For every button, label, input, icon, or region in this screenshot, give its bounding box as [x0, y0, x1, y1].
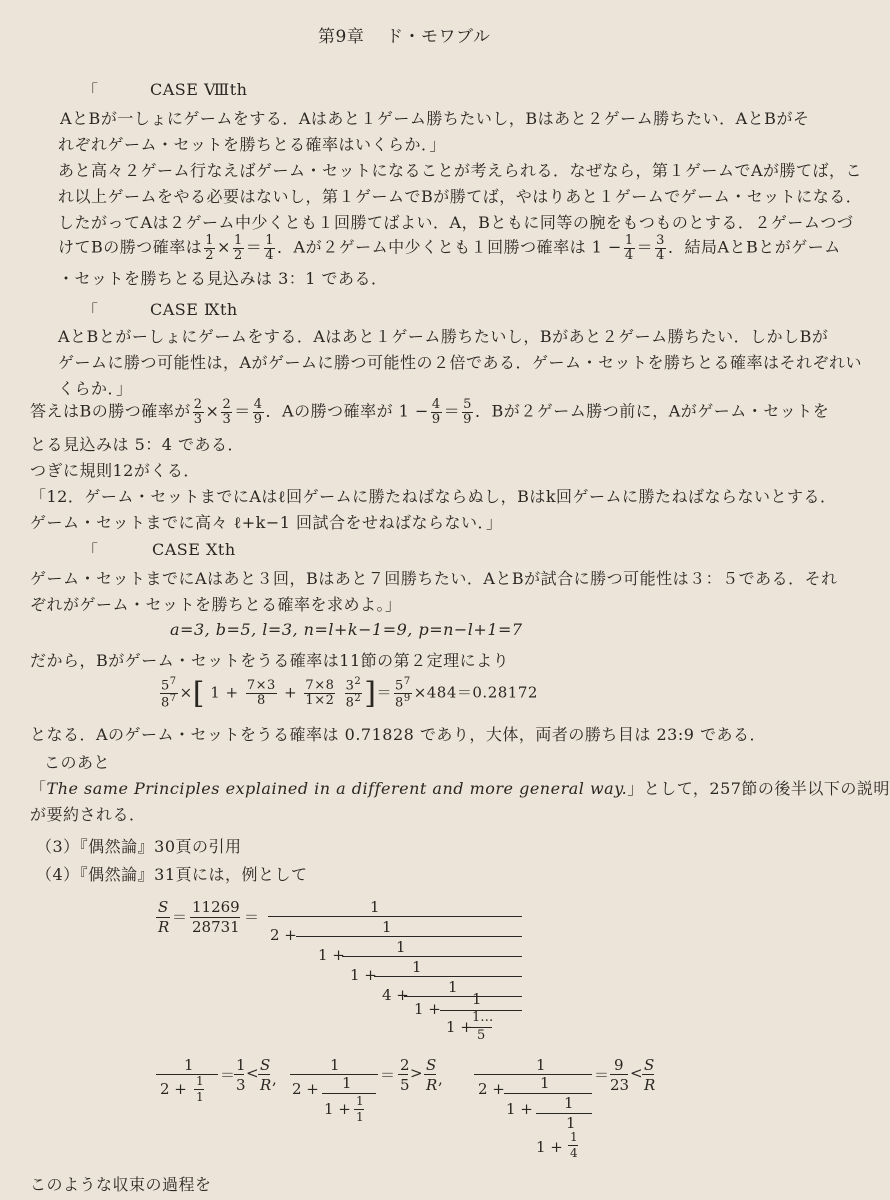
case8-text-c: ．結局AとBとがゲーム	[667, 237, 841, 257]
case8-line: AとBが一しょにゲームをする．Aはあと１ゲーム勝ちたいし，Bはあと２ゲーム勝ちたい．AとBがそ	[60, 109, 810, 128]
case10-line: だから，Bがゲーム・セットをうる確率は11節の第２定理により	[30, 651, 510, 670]
document-page: 第9章 ド・モワブル 「 CASE Ⅷth AとBが一しょにゲームをする．Aはあと１ゲーム勝ちたいし，Bはあと２ゲーム勝ちたい．AとBがそ れぞれゲーム・セットを勝ちとる確率はいくらか．」 あと高々２ゲーム行なえばゲーム・セットになることが考えられる．なぜなら，第１ゲームでAが勝てば，こ れ以上ゲームをやる必要はないし，第１ゲームでBが勝てば，やはりあと１ゲームでゲーム・セットになる． したがってAは２ゲーム中少くとも１回勝てばよい．A，Bともに同等の腕をもつものとする．２ゲームつづ けてBの勝つ確率は $\frac{1}{2}$ × $\frac{1}{2}$ ＝ $\frac{1}{4}$ ．Aが２ゲーム中少くとも１回勝つ確率は 1 − $\frac{1}{4}$ ＝ $\frac{3}{4}$ ．結局AとBとがゲーム ・セットを勝ちとる見込みは 3：1 である． 「 CASE Ⅸth AとBとがーしょにゲームをする．Aはあと１ゲーム勝ちたいし，Bがあと２ゲーム勝ちたい．しかしBが ゲームに勝つ可能性は，Aがゲームに勝つ可能性の２倍である．ゲーム・セットを勝ちとる確率はそれぞれい くらか．」 答えはBの勝つ確率が $\frac{2}{3}$ × $\frac{2}{3}$ ＝ $\frac{4}{9}$ ．Aの勝つ確率が 1 − $\frac{4}{9}$ ＝ $\frac{5}{9}$ ．Bが２ゲーム勝つ前に，Aがゲーム・セットを とる見込みは 5：4 である． つぎに規則12がくる． 「12．ゲーム・セットまでにAはℓ回ゲームに勝たねばならぬし，Bはk回ゲームに勝たねばならないとする． ゲーム・セットまでに高々 ℓ+k−1 回試合をせねばならない．」 「 CASE Ⅹth ゲーム・セットまでにAはあと３回，Bはあと７回勝ちたい．AとBが試合に勝つ可能性は３：５である．それ ぞれがゲーム・セットを勝ちとる確率を求めよ。」 a=3, b=5, l=3, n=l+k−1=9, p=n−l+1=7 だから，Bがゲーム・セットをうる確率は11節の第２定理により $\frac{5^7}{8^7}$ ×[ 1 + $\frac{7\times 3}{8}$ + $\frac{7\times 8}{1\times 2}$ $\frac{3^2}{8^2}$ ]＝ $\frac{5^7}{8^9}$ ×484＝0.28172 となる．Aのゲーム・セットをうる確率は 0.71828 であり，大体，両者の勝ち目は 23:9 である． このあと 「The same Principles explained in a different and more general way.」として，257節の後半以下の説明 が要約される． （3）『偶然論』30頁の引用 （4）『偶然論』31頁には，例として S R ＝ 11269 28731 ＝ 1 2 + 1 1 + 1 1 + 1 4 + 1 1 + 1 1 + 1… 5 1 2 + 1 1 ＝ 1 3 < S R , 1 2 + 1 1 + 1 1 ＝ 2 5 > S R , 1 2 + 1 1 + 1 1 1 + 1 4 ＝ 9 23 < S R このような収束の過程を	[0, 0, 772, 1200]
rule12-line: ゲーム・セットまでに高々 ℓ+k−1 回試合をせねばならない．」	[30, 513, 503, 532]
case8-line: れ以上ゲームをやる必要はないし，第１ゲームでBが勝てば，やはりあと１ゲームでゲーム・セットになる．	[58, 187, 863, 206]
case8-text-a: けてBの勝つ確率は	[58, 237, 203, 257]
case9-line: つぎに規則12がくる．	[30, 461, 200, 480]
case8-open-bracket: 「	[82, 81, 99, 100]
rule12-line: 「12．ゲーム・セットまでにAはℓ回ゲームに勝たねばならぬし，Bはk回ゲームに勝たねばならないとする．	[30, 487, 837, 506]
case8-line: あと高々２ゲーム行なえばゲーム・セットになることが考えられる．なぜなら，第１ゲームでAが勝てば，こ	[58, 161, 863, 180]
case9-label: CASE Ⅸth	[150, 300, 238, 319]
case10-line: ぞれがゲーム・セットを勝ちとる確率を求めよ。」	[30, 595, 402, 614]
case9-open-bracket: 「	[82, 301, 99, 320]
case8-line: れぞれゲーム・セットを勝ちとる確率はいくらか．」	[58, 135, 447, 154]
chapter-title: ド・モワブル	[386, 27, 491, 47]
footer-line: このような収束の過程を	[30, 1175, 212, 1194]
case9-line: AとBとがーしょにゲームをする．Aはあと１ゲーム勝ちたいし，Bがあと２ゲーム勝ちたい．しかしBが	[58, 327, 829, 346]
note-4: （4）『偶然論』31頁には，例として	[36, 865, 308, 884]
case10-line: ゲーム・セットまでにAはあと３回，Bはあと７回勝ちたい．AとBが試合に勝つ可能性は３：５である．それ	[30, 569, 838, 588]
case8-line: ・セットを勝ちとる見込みは 3：1 である．	[58, 269, 388, 288]
chapter-number: 第9章	[318, 27, 365, 47]
note-3: （3）『偶然論』30頁の引用	[36, 837, 242, 856]
case9-text-a: 答えはBの勝つ確率が	[30, 401, 191, 421]
case9-answer-line: 答えはBの勝つ確率が $\frac{2}{3}$ × $\frac{2}{3}$ ＝ $\frac{4}{9}$ ．Aの勝つ確率が 1 − $\frac{4}{9}$ ＝ $\frac{5}{9}$ ．Bが２ゲーム勝つ前に，Aがゲーム・セットを	[30, 397, 830, 427]
cf-r: R	[158, 918, 170, 936]
quote-line: が要約される．	[30, 805, 146, 824]
case9-text-c: ．Bが２ゲーム勝つ前に，Aがゲーム・セットを	[474, 401, 830, 421]
case10-line: となる．Aのゲーム・セットをうる確率は 0.71828 であり，大体，両者の勝ち目は 23:9 である．	[30, 725, 766, 744]
quote-open: 「	[30, 779, 47, 798]
cf-denominator: 28731	[192, 918, 240, 936]
case10-params: a=3, b=5, l=3, n=l+k−1=9, p=n−l+1=7	[170, 620, 523, 639]
formula-result: ×484＝0.28172	[413, 683, 538, 702]
case9-line: とる見込みは 5：4 である．	[30, 435, 245, 454]
case8-label: CASE Ⅷth	[150, 80, 248, 99]
case8-line-probabilities: けてBの勝つ確率は $\frac{1}{2}$ × $\frac{1}{2}$ ＝ $\frac{1}{4}$ ．Aが２ゲーム中少くとも１回勝つ確率は 1 − $\frac{1}{4}$ ＝ $\frac{3}{4}$ ．結局AとBとがゲーム	[58, 233, 841, 263]
case8-line: したがってAは２ゲーム中少くとも１回勝てばよい．A，Bともに同等の腕をもつものとする．２ゲームつづ	[58, 213, 854, 232]
case10-open-bracket: 「	[82, 541, 99, 560]
case9-text-b: ．Aの勝つ確率が	[265, 401, 394, 421]
case9-line: くらか．」	[58, 379, 133, 398]
case10-label: CASE Ⅹth	[152, 540, 236, 559]
case8-text-b: ．Aが２ゲーム中少くとも１回勝つ確率は	[277, 237, 587, 257]
cf-s: S	[158, 898, 169, 916]
formula-binomial: $\frac{5^7}{8^7}$ ×[ 1 + $\frac{7\times 3}{8}$ + $\frac{7\times 8}{1\times 2}$ $\frac{3^2}{8^2}$ ]＝ $\frac{5^7}{8^9}$ ×484＝0.28172	[161, 676, 538, 711]
case9-line: ゲームに勝つ可能性は，Aがゲームに勝つ可能性の２倍である．ゲーム・セットを勝ちとる確率はそれぞれい	[58, 353, 863, 372]
quote-english: The same Principles explained in a different and more general way.	[46, 779, 628, 798]
quote-rest: 」として，257節の後半以下の説明	[627, 779, 890, 798]
cf-numerator: 11269	[192, 898, 240, 916]
quote-line	[30, 776, 890, 799]
case10-line: このあと	[44, 753, 111, 772]
